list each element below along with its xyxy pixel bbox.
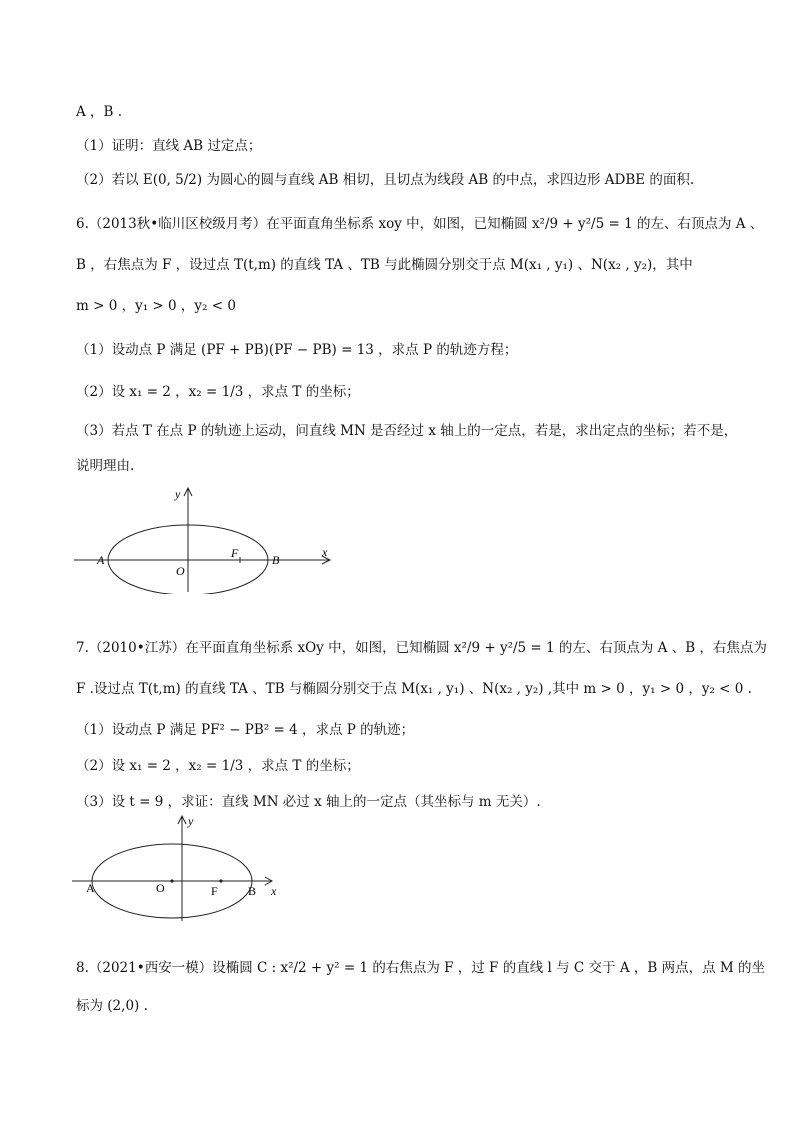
label-x: x	[322, 545, 328, 559]
problem-6-heading: 6.（2013秋•临川区校级月考）在平面直角坐标系 xoy 中，如图，已知椭圆 x²/9 + y²/5 = 1 的左、右顶点为 A 、	[76, 216, 764, 232]
label-y: y	[175, 487, 181, 501]
text-line-7: （1）设动点 P 满足 (PF + PB)(PF − PB) = 13 ，求点 P 的轨迹方程；	[76, 342, 518, 358]
label-b: B	[272, 553, 280, 567]
label-f: F	[231, 546, 239, 560]
ellipse-figure-1	[72, 484, 342, 594]
text-line-6: m > 0 ，y₁ > 0 ，y₂ < 0	[76, 298, 236, 314]
label-a-2: A	[86, 881, 95, 895]
problem-7-heading: 7.（2010•江苏）在平面直角坐标系 xOy 中，如图，已知椭圆 x²/9 + y²/5 = 1 的左、右顶点为 A 、B ，右焦点为	[76, 640, 767, 656]
text-line-15: （3）设 t = 9 ，求证：直线 MN 必过 x 轴上的一定点（其坐标与 m 无关）.	[76, 794, 541, 810]
focus-dot-2	[219, 879, 222, 882]
text-line-13: （1）设动点 P 满足 PF² − PB² = 4 ，求点 P 的轨迹；	[76, 722, 415, 738]
label-y-2: y	[188, 814, 194, 828]
label-a: A	[97, 553, 105, 567]
label-b-2: B	[248, 884, 257, 898]
text-line-17: 标为 (2,0) .	[76, 998, 148, 1014]
text-line-1: A ，B .	[76, 104, 123, 120]
label-f-2: F	[211, 884, 218, 898]
problem-8-heading: 8.（2021•西安一模）设椭圆 C : x²/2 + y² = 1 的右焦点为 F ，过 F 的直线 l 与 C 交于 A ，B 两点，点 M 的坐	[76, 960, 765, 976]
text-line-9: （3）若点 T 在点 P 的轨迹上运动，问直线 MN 是否经过 x 轴上的一定点，若是，求出定点的坐标；若不是，	[76, 423, 738, 439]
text-line-8: （2）设 x₁ = 2 ，x₂ = 1/3 ，求点 T 的坐标；	[76, 384, 360, 400]
text-line-12: F .设过点 T(t,m) 的直线 TA 、TB 与椭圆分别交于点 M(x₁ , y₁) 、N(x₂ , y₂) ,其中 m > 0 ，y₁ > 0 ，y₂ < 0 .	[76, 681, 752, 697]
label-o-2: O	[156, 881, 165, 895]
label-o: O	[176, 564, 185, 578]
text-line-2: （1）证明：直线 AB 过定点；	[76, 138, 262, 154]
ellipse-figure-2	[72, 813, 297, 923]
text-line-14: （2）设 x₁ = 2 ，x₂ = 1/3 ，求点 T 的坐标；	[76, 758, 360, 774]
text-line-5: B ，右焦点为 F ，设过点 T(t,m) 的直线 TA 、TB 与此椭圆分别交于点 M(x₁ , y₁) 、N(x₂ , y₂)，其中	[76, 257, 693, 273]
text-line-10: 说明理由.	[76, 458, 135, 474]
label-x-2: x	[271, 884, 277, 898]
origin-dot-2	[170, 879, 173, 882]
text-line-3: （2）若以 E(0, 5/2) 为圆心的圆与直线 AB 相切，且切点为线段 AB 的中点，求四边形 ADBE 的面积.	[76, 172, 695, 188]
